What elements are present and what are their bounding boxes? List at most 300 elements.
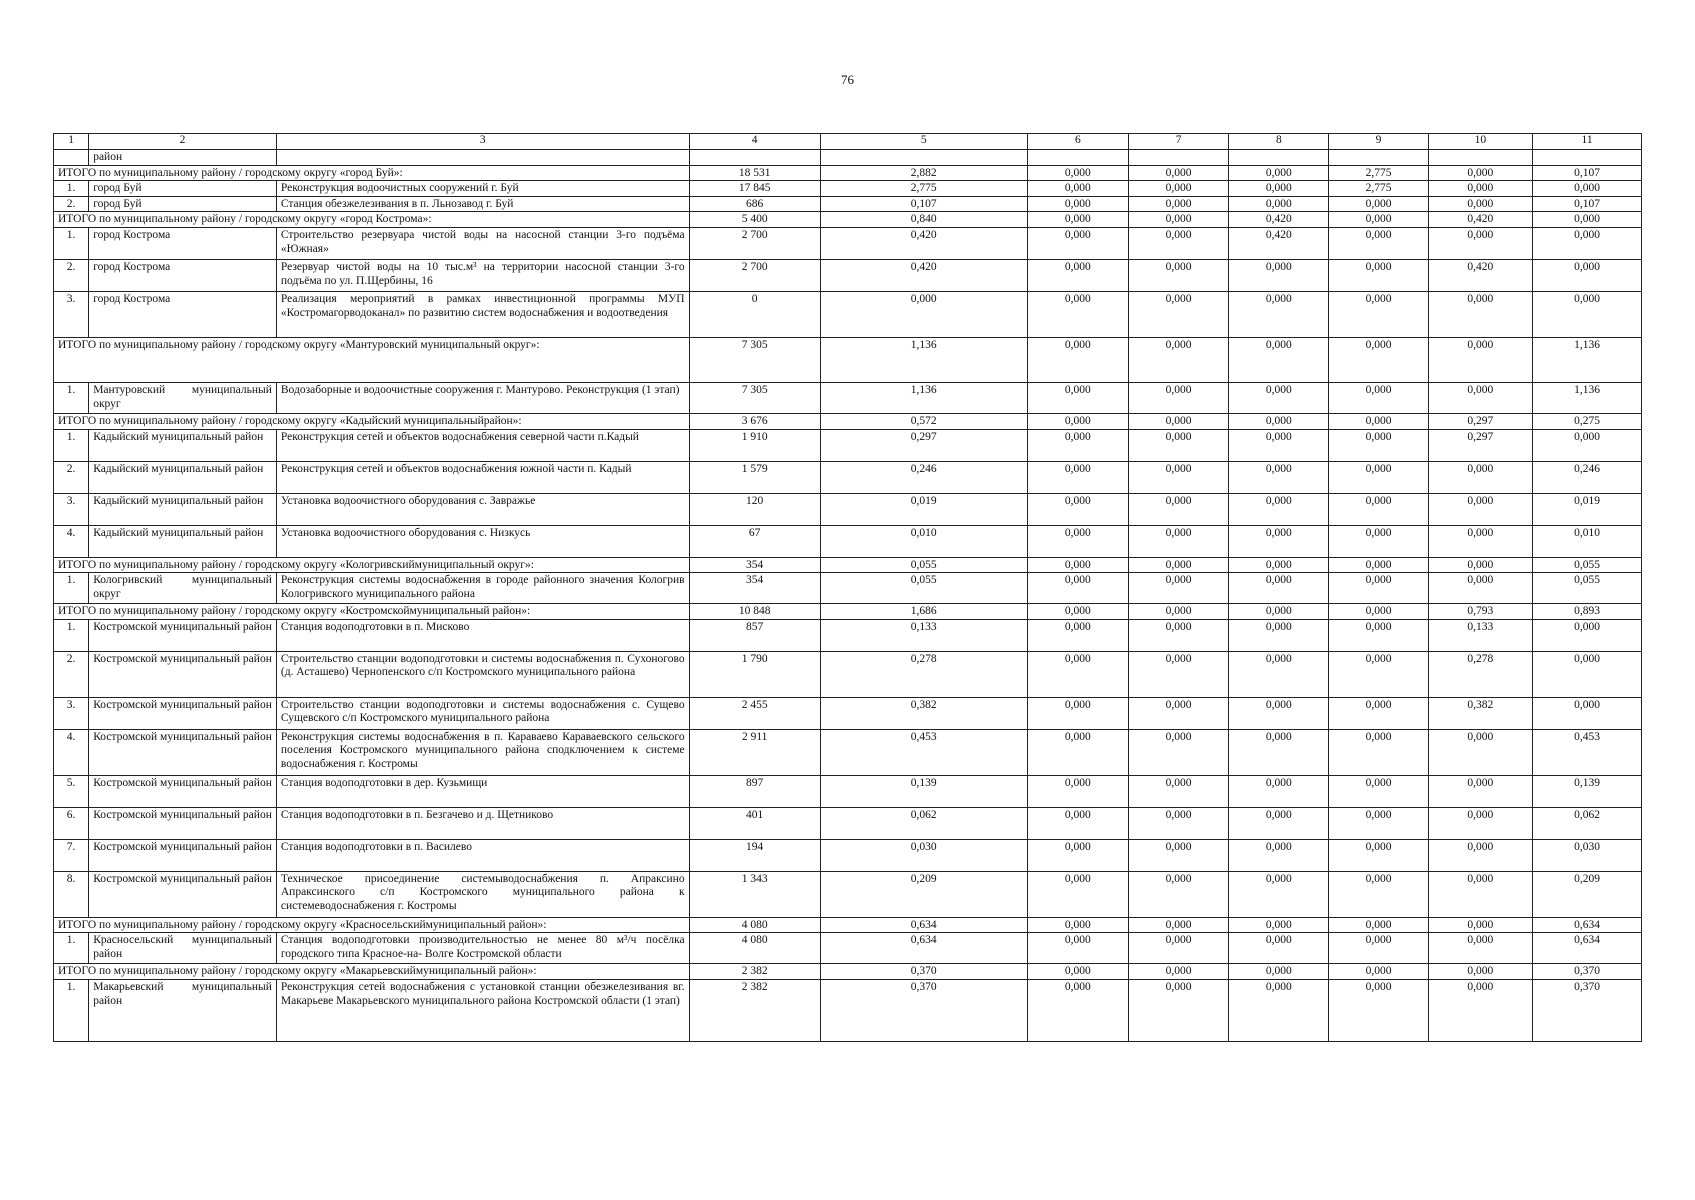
value-col-4: 686	[689, 196, 820, 212]
value-col-9: 0,000	[1329, 697, 1428, 729]
row-index: 3.	[54, 291, 89, 337]
total-label: ИТОГО по муниципальному району / городскому округу «Костромскоймуниципальный район»:	[54, 604, 690, 620]
column-header-1: 1	[54, 134, 89, 150]
value-col-4: 0	[689, 291, 820, 337]
value-col-6: 0,000	[1027, 525, 1128, 557]
municipality-cell: город Буй	[89, 196, 277, 212]
row-index: 3.	[54, 493, 89, 525]
value-col-7: 0,000	[1128, 651, 1228, 697]
value-col-5: 2,882	[820, 165, 1027, 181]
value-col-7: 0,000	[1128, 493, 1228, 525]
row-index: 4.	[54, 525, 89, 557]
value-col-8: 0,000	[1229, 964, 1329, 980]
municipality-cell: город Кострома	[89, 291, 277, 337]
value-col-11: 0,370	[1533, 964, 1642, 980]
value-col-8: 0,000	[1229, 557, 1329, 573]
total-row	[54, 557, 1642, 573]
value-col-8: 0,000	[1229, 917, 1329, 933]
project-description-cell: Реконструкция системы водоснабжения в городе районного значения Кологрив Кологривского муниципального района	[276, 573, 689, 604]
value-col-10: 0,297	[1428, 413, 1533, 429]
value-col-5: 0,572	[820, 413, 1027, 429]
value-col-11: 0,019	[1533, 493, 1642, 525]
value-col-11: 0,000	[1533, 619, 1642, 651]
value-col-10: 0,000	[1428, 291, 1533, 337]
value-col-5: 0,139	[820, 775, 1027, 807]
municipality-cell: город Кострома	[89, 259, 277, 291]
value-col-11: 0,055	[1533, 557, 1642, 573]
value-col-11: 0,000	[1533, 697, 1642, 729]
value-col-6	[1027, 150, 1128, 166]
value-col-6: 0,000	[1027, 807, 1128, 839]
value-col-10: 0,000	[1428, 493, 1533, 525]
value-col-11: 0,275	[1533, 413, 1642, 429]
value-col-4	[689, 150, 820, 166]
value-col-11: 0,370	[1533, 979, 1642, 1041]
project-description-cell: Строительство резервуара чистой воды на насосной станции 3-го подъёма «Южная»	[276, 227, 689, 259]
municipality-cell: Красносельский муниципальный район	[89, 933, 277, 964]
value-col-4: 5 400	[689, 212, 820, 228]
municipality-cell: Костромской муниципальный район	[89, 697, 277, 729]
project-description-cell: Станция водоподготовки в п. Василево	[276, 839, 689, 871]
value-col-5: 0,246	[820, 461, 1027, 493]
value-col-8: 0,000	[1229, 933, 1329, 964]
value-col-9: 0,000	[1329, 729, 1428, 775]
row-index: 1.	[54, 619, 89, 651]
value-col-9: 0,000	[1329, 212, 1428, 228]
value-col-7: 0,000	[1128, 196, 1228, 212]
value-col-4: 2 382	[689, 979, 820, 1041]
value-col-9: 0,000	[1329, 461, 1428, 493]
value-col-6: 0,000	[1027, 604, 1128, 620]
value-col-11: 0,062	[1533, 807, 1642, 839]
project-description-cell: Станция водоподготовки в дер. Кузьмищи	[276, 775, 689, 807]
value-col-7	[1128, 150, 1228, 166]
value-col-8: 0,000	[1229, 525, 1329, 557]
value-col-7: 0,000	[1128, 839, 1228, 871]
project-description-cell: Станция обезжелезивания в п. Льнозавод г. Буй	[276, 196, 689, 212]
project-description-cell: Станция водоподготовки в п. Мисково	[276, 619, 689, 651]
value-col-10: 0,000	[1428, 181, 1533, 197]
value-col-8: 0,000	[1229, 181, 1329, 197]
value-col-8: 0,000	[1229, 259, 1329, 291]
total-row	[54, 413, 1642, 429]
value-col-8: 0,000	[1229, 413, 1329, 429]
project-description-cell: Станция водоподготовки производительностью не менее 80 м³/ч посёлка городского типа Красное-на- Волге Костромской области	[276, 933, 689, 964]
project-description-cell: Реализация мероприятий в рамках инвестиционной программы МУП «Костромагорводоканал» по развитию систем водоснабжения и водоотведения	[276, 291, 689, 337]
value-col-8: 0,000	[1229, 651, 1329, 697]
municipality-cell: Костромской муниципальный район	[89, 839, 277, 871]
value-col-5: 0,062	[820, 807, 1027, 839]
value-col-6: 0,000	[1027, 212, 1128, 228]
project-description-cell: Строительство станции водоподготовки и системы водоснабжения п. Сухоногово (д. Асташево) Чернопенского с/п Костромского муниципального района	[276, 651, 689, 697]
value-col-6: 0,000	[1027, 917, 1128, 933]
value-col-7: 0,000	[1128, 429, 1228, 461]
row-index: 1.	[54, 181, 89, 197]
value-col-5	[820, 150, 1027, 166]
value-col-6: 0,000	[1027, 259, 1128, 291]
value-col-11: 1,136	[1533, 337, 1642, 382]
value-col-9: 0,000	[1329, 227, 1428, 259]
column-header-11: 11	[1533, 134, 1642, 150]
value-col-7: 0,000	[1128, 619, 1228, 651]
value-col-7: 0,000	[1128, 337, 1228, 382]
value-col-9: 0,000	[1329, 619, 1428, 651]
value-col-4: 194	[689, 839, 820, 871]
value-col-4: 1 790	[689, 651, 820, 697]
table-row	[54, 291, 1642, 337]
value-col-4: 2 700	[689, 227, 820, 259]
municipality-cell: Кадыйский муниципальный район	[89, 525, 277, 557]
value-col-10: 0,000	[1428, 382, 1533, 413]
value-col-9	[1329, 150, 1428, 166]
project-description-cell: Установка водоочистного оборудования с. Низкусь	[276, 525, 689, 557]
value-col-9: 0,000	[1329, 196, 1428, 212]
value-col-5: 0,055	[820, 573, 1027, 604]
table-row	[54, 382, 1642, 413]
value-col-5: 0,453	[820, 729, 1027, 775]
table-row	[54, 461, 1642, 493]
value-col-5: 1,686	[820, 604, 1027, 620]
column-header-6: 6	[1027, 134, 1128, 150]
municipality-cell: город Буй	[89, 181, 277, 197]
value-col-8: 0,000	[1229, 979, 1329, 1041]
value-col-7: 0,000	[1128, 525, 1228, 557]
value-col-6: 0,000	[1027, 697, 1128, 729]
value-col-11: 0,893	[1533, 604, 1642, 620]
value-col-5: 0,634	[820, 933, 1027, 964]
value-col-5: 0,010	[820, 525, 1027, 557]
municipality-cell: Костромской муниципальный район	[89, 775, 277, 807]
value-col-8: 0,000	[1229, 291, 1329, 337]
value-col-6: 0,000	[1027, 651, 1128, 697]
value-col-7: 0,000	[1128, 291, 1228, 337]
value-col-11: 0,453	[1533, 729, 1642, 775]
row-index: 1.	[54, 382, 89, 413]
value-col-5: 0,030	[820, 839, 1027, 871]
value-col-5: 1,136	[820, 337, 1027, 382]
value-col-10: 0,382	[1428, 697, 1533, 729]
value-col-4: 354	[689, 573, 820, 604]
value-col-5: 0,297	[820, 429, 1027, 461]
value-col-6: 0,000	[1027, 227, 1128, 259]
value-col-4: 2 700	[689, 259, 820, 291]
table-row	[54, 429, 1642, 461]
total-row	[54, 165, 1642, 181]
value-col-10: 0,000	[1428, 227, 1533, 259]
value-col-8: 0,000	[1229, 807, 1329, 839]
value-col-10: 0,000	[1428, 964, 1533, 980]
value-col-8: 0,420	[1229, 212, 1329, 228]
value-col-11: 0,000	[1533, 212, 1642, 228]
value-col-10: 0,000	[1428, 557, 1533, 573]
value-col-5: 2,775	[820, 181, 1027, 197]
value-col-10	[1428, 150, 1533, 166]
value-col-11: 0,246	[1533, 461, 1642, 493]
value-col-7: 0,000	[1128, 212, 1228, 228]
value-col-6: 0,000	[1027, 557, 1128, 573]
value-col-8: 0,000	[1229, 619, 1329, 651]
value-col-4: 1 343	[689, 871, 820, 917]
value-col-11: 0,000	[1533, 429, 1642, 461]
value-col-9: 2,775	[1329, 165, 1428, 181]
row-index: 3.	[54, 697, 89, 729]
project-description-cell: Водозаборные и водоочистные сооружения г. Мантурово. Реконструкция (1 этап)	[276, 382, 689, 413]
value-col-10: 0,000	[1428, 196, 1533, 212]
value-col-10: 0,000	[1428, 337, 1533, 382]
value-col-8: 0,420	[1229, 227, 1329, 259]
municipality-cell: Кадыйский муниципальный район	[89, 461, 277, 493]
project-description-cell: Строительство станции водоподготовки и системы водоснабжения с. Сущево Сущевского с/п Костромского муниципального района	[276, 697, 689, 729]
value-col-9: 0,000	[1329, 429, 1428, 461]
value-col-6: 0,000	[1027, 493, 1128, 525]
project-description-cell: Установка водоочистного оборудования с. Завражье	[276, 493, 689, 525]
value-col-5: 0,420	[820, 259, 1027, 291]
value-col-9: 0,000	[1329, 651, 1428, 697]
value-col-8: 0,000	[1229, 871, 1329, 917]
value-col-6: 0,000	[1027, 729, 1128, 775]
table-row	[54, 729, 1642, 775]
value-col-5: 0,133	[820, 619, 1027, 651]
value-col-4: 354	[689, 557, 820, 573]
value-col-4: 7 305	[689, 337, 820, 382]
row-index: 7.	[54, 839, 89, 871]
column-number-row	[54, 134, 1642, 150]
value-col-4: 1 579	[689, 461, 820, 493]
total-label: ИТОГО по муниципальному району / городскому округу «Макарьевскиймуниципальный район»:	[54, 964, 690, 980]
value-col-9: 0,000	[1329, 839, 1428, 871]
value-col-9: 0,000	[1329, 259, 1428, 291]
municipality-cell: Макарьевский муниципальный район	[89, 979, 277, 1041]
project-description-cell: Реконструкция сетей и объектов водоснабжения северной части п.Кадый	[276, 429, 689, 461]
total-label: ИТОГО по муниципальному району / городскому округу «Красносельскиймуниципальный район»:	[54, 917, 690, 933]
table-row	[54, 181, 1642, 197]
project-description-cell: Реконструкция системы водоснабжения в п. Караваево Караваевского сельского поселения Костромского муниципального района сподключением к системе водоснабжения г. Костромы	[276, 729, 689, 775]
value-col-10: 0,000	[1428, 917, 1533, 933]
value-col-9: 0,000	[1329, 979, 1428, 1041]
municipality-cell: Мантуровский муниципальный округ	[89, 382, 277, 413]
value-col-8: 0,000	[1229, 729, 1329, 775]
value-col-6: 0,000	[1027, 181, 1128, 197]
value-col-11: 0,107	[1533, 196, 1642, 212]
municipality-cell: Кадыйский муниципальный район	[89, 493, 277, 525]
table-row	[54, 651, 1642, 697]
value-col-8: 0,000	[1229, 461, 1329, 493]
value-col-5: 0,382	[820, 697, 1027, 729]
column-header-4: 4	[689, 134, 820, 150]
value-col-5: 0,840	[820, 212, 1027, 228]
row-index: 6.	[54, 807, 89, 839]
project-description-cell: Резервуар чистой воды на 10 тыс.м³ на территории насосной станции 3-го подъёма по ул. П.Щербины, 16	[276, 259, 689, 291]
value-col-4: 1 910	[689, 429, 820, 461]
value-col-4: 401	[689, 807, 820, 839]
value-col-11: 0,010	[1533, 525, 1642, 557]
total-label: ИТОГО по муниципальному району / городскому округу «Кологривскиймуниципальный округ»:	[54, 557, 690, 573]
value-col-7: 0,000	[1128, 382, 1228, 413]
value-col-6: 0,000	[1027, 933, 1128, 964]
municipality-cell: Костромской муниципальный район	[89, 729, 277, 775]
value-col-8: 0,000	[1229, 429, 1329, 461]
value-col-4: 17 845	[689, 181, 820, 197]
project-description-cell: Реконструкция сетей и объектов водоснабжения южной части п. Кадый	[276, 461, 689, 493]
value-col-4: 857	[689, 619, 820, 651]
value-col-4: 4 080	[689, 917, 820, 933]
value-col-8: 0,000	[1229, 604, 1329, 620]
value-col-7: 0,000	[1128, 557, 1228, 573]
value-col-10: 0,000	[1428, 807, 1533, 839]
value-col-6: 0,000	[1027, 291, 1128, 337]
value-col-8: 0,000	[1229, 196, 1329, 212]
total-row	[54, 917, 1642, 933]
value-col-5: 0,278	[820, 651, 1027, 697]
row-index: 2.	[54, 461, 89, 493]
value-col-11: 0,209	[1533, 871, 1642, 917]
value-col-9: 0,000	[1329, 807, 1428, 839]
project-description-cell: Техническое присоединение системыводоснабжения п. Апраксино Апраксинского с/п Костромского муниципального района к системеводоснабжения г. Костромы	[276, 871, 689, 917]
project-description-cell: Реконструкция водоочистных сооружений г. Буй	[276, 181, 689, 197]
column-header-5: 5	[820, 134, 1027, 150]
table-row	[54, 697, 1642, 729]
value-col-5: 0,370	[820, 979, 1027, 1041]
value-col-7: 0,000	[1128, 413, 1228, 429]
total-label: ИТОГО по муниципальному району / городскому округу «Кадыйский муниципальныйрайон»:	[54, 413, 690, 429]
value-col-8: 0,000	[1229, 775, 1329, 807]
value-col-7: 0,000	[1128, 573, 1228, 604]
table-row	[54, 196, 1642, 212]
value-col-9: 0,000	[1329, 291, 1428, 337]
value-col-6: 0,000	[1027, 573, 1128, 604]
value-col-9: 0,000	[1329, 775, 1428, 807]
value-col-8: 0,000	[1229, 337, 1329, 382]
value-col-9: 0,000	[1329, 964, 1428, 980]
page-number: 76	[841, 72, 854, 87]
table-body	[54, 150, 1642, 1042]
value-col-9: 0,000	[1329, 337, 1428, 382]
value-col-4: 7 305	[689, 382, 820, 413]
value-col-10: 0,000	[1428, 979, 1533, 1041]
value-col-10: 0,000	[1428, 573, 1533, 604]
table-row	[54, 525, 1642, 557]
value-col-10: 0,000	[1428, 525, 1533, 557]
row-index: 1.	[54, 429, 89, 461]
value-col-4: 18 531	[689, 165, 820, 181]
value-col-9: 0,000	[1329, 382, 1428, 413]
value-col-11: 0,000	[1533, 181, 1642, 197]
value-col-7: 0,000	[1128, 871, 1228, 917]
value-col-6: 0,000	[1027, 871, 1128, 917]
value-col-9: 0,000	[1329, 557, 1428, 573]
value-col-4: 10 848	[689, 604, 820, 620]
value-col-7: 0,000	[1128, 181, 1228, 197]
value-col-7: 0,000	[1128, 917, 1228, 933]
value-col-10: 0,000	[1428, 729, 1533, 775]
value-col-7: 0,000	[1128, 697, 1228, 729]
value-col-6: 0,000	[1027, 196, 1128, 212]
value-col-4: 2 911	[689, 729, 820, 775]
value-col-7: 0,000	[1128, 807, 1228, 839]
row-index	[54, 150, 89, 166]
value-col-7: 0,000	[1128, 259, 1228, 291]
value-col-4: 4 080	[689, 933, 820, 964]
value-col-10: 0,000	[1428, 461, 1533, 493]
total-row	[54, 964, 1642, 980]
value-col-7: 0,000	[1128, 964, 1228, 980]
project-description-cell: Станция водоподготовки в п. Безгачево и д. Щетниково	[276, 807, 689, 839]
value-col-6: 0,000	[1027, 979, 1128, 1041]
value-col-7: 0,000	[1128, 775, 1228, 807]
value-col-5: 0,634	[820, 917, 1027, 933]
value-col-4: 897	[689, 775, 820, 807]
value-col-11: 0,000	[1533, 227, 1642, 259]
value-col-10: 0,133	[1428, 619, 1533, 651]
row-index: 1.	[54, 979, 89, 1041]
table-row	[54, 573, 1642, 604]
value-col-9: 0,000	[1329, 604, 1428, 620]
row-index: 1.	[54, 933, 89, 964]
table-row	[54, 871, 1642, 917]
value-col-11: 0,107	[1533, 165, 1642, 181]
value-col-6: 0,000	[1027, 165, 1128, 181]
value-col-9: 0,000	[1329, 493, 1428, 525]
municipality-cell: город Кострома	[89, 227, 277, 259]
value-col-6: 0,000	[1027, 775, 1128, 807]
value-col-9: 0,000	[1329, 413, 1428, 429]
value-col-10: 0,000	[1428, 871, 1533, 917]
value-col-10: 0,420	[1428, 212, 1533, 228]
municipality-cell: Кадыйский муниципальный район	[89, 429, 277, 461]
total-label: ИТОГО по муниципальному району / городскому округу «город Буй»:	[54, 165, 690, 181]
value-col-4: 120	[689, 493, 820, 525]
table-row	[54, 259, 1642, 291]
value-col-8	[1229, 150, 1329, 166]
value-col-6: 0,000	[1027, 429, 1128, 461]
value-col-10: 0,420	[1428, 259, 1533, 291]
row-index: 2.	[54, 259, 89, 291]
value-col-4: 2 382	[689, 964, 820, 980]
value-col-9: 0,000	[1329, 871, 1428, 917]
value-col-11: 0,000	[1533, 291, 1642, 337]
value-col-4: 2 455	[689, 697, 820, 729]
table-row	[54, 839, 1642, 871]
value-col-10: 0,278	[1428, 651, 1533, 697]
row-index: 2.	[54, 196, 89, 212]
value-col-9: 0,000	[1329, 525, 1428, 557]
column-header-10: 10	[1428, 134, 1533, 150]
value-col-6: 0,000	[1027, 337, 1128, 382]
value-col-8: 0,000	[1229, 493, 1329, 525]
value-col-10: 0,000	[1428, 839, 1533, 871]
value-col-11: 0,634	[1533, 917, 1642, 933]
row-index: 1.	[54, 227, 89, 259]
value-col-10: 0,297	[1428, 429, 1533, 461]
value-col-9: 2,775	[1329, 181, 1428, 197]
value-col-11: 0,139	[1533, 775, 1642, 807]
municipality-cell: Костромской муниципальный район	[89, 651, 277, 697]
table-row	[54, 807, 1642, 839]
value-col-11: 0,634	[1533, 933, 1642, 964]
table-row	[54, 150, 1642, 166]
total-row	[54, 337, 1642, 382]
value-col-10: 0,000	[1428, 775, 1533, 807]
total-label: ИТОГО по муниципальному району / городскому округу «город Кострома»:	[54, 212, 690, 228]
value-col-8: 0,000	[1229, 839, 1329, 871]
value-col-7: 0,000	[1128, 165, 1228, 181]
row-index: 5.	[54, 775, 89, 807]
total-row	[54, 212, 1642, 228]
value-col-5: 0,209	[820, 871, 1027, 917]
row-index: 4.	[54, 729, 89, 775]
municipality-cell: район	[89, 150, 277, 166]
row-index: 2.	[54, 651, 89, 697]
